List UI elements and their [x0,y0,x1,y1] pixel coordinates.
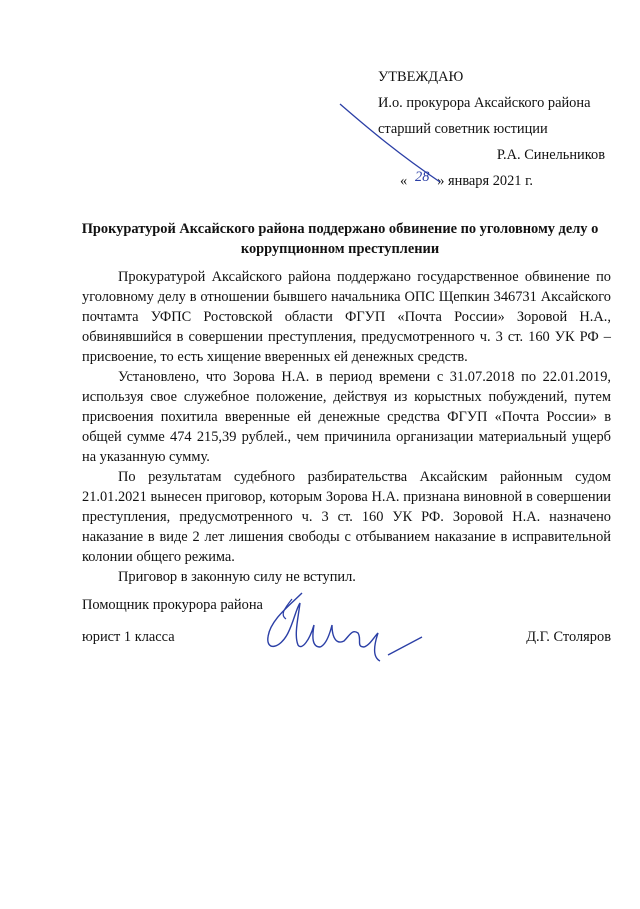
approval-signer: Р.А. Синельников [496,147,605,163]
approval-position-line2: старший советник юстиции [378,121,548,137]
date-day-handwritten: 28 [415,169,430,185]
approval-signature-stroke [330,100,450,190]
footer-position-line1: Помощник прокурора района [82,597,263,613]
body-paragraph-4: Приговор в законную силу не вступил. [118,569,356,585]
body-paragraph-3: По результатам судебного разбирательства Аксайским районным судом 21.01.2021 вынесен приговор, которым Зорова Н.А. признана виновной в совершении преступления, предусмотренного ч. 3 ст. 160 УК РФ. Зоровой Н.А. назначено наказание в виде 2 лет лишения свободы с отбыванием наказание в исправительной колонии общего режима. [82,469,611,565]
footer-signer: Д.Г. Столяров [526,629,611,645]
footer-position-line2: юрист 1 класса [82,629,175,645]
signature-path-main [268,593,380,661]
approval-stroke-path [340,104,440,182]
document-body [82,267,611,587]
document-title: Прокуратурой Аксайского района поддержано обвинение по уголовному делу о коррупционном преступлении [81,221,599,257]
signature-path-tail [388,637,422,655]
date-open-quote: « [400,173,408,189]
body-paragraph-1: Прокуратурой Аксайского района поддержано государственное обвинение по уголовному делу в отношении бывшего начальника ОПС Щепкин 346731 Аксайского почтамта УФПС Ростовской области ФГУП «Почта России» Зоровой Н.А., обвинявшийся в совершении преступления, предусмотренного ч. 3 ст. 160 УК РФ – присвоение, то есть хищение вверенных ей денежных средств. [82,269,611,365]
date-rest: » января 2021 г. [437,173,533,189]
approval-position-line1: И.о. прокурора Аксайского района [378,95,591,111]
footer-position [82,595,263,659]
handwritten-signature [240,585,430,670]
approval-heading: УТВЕЖДАЮ [378,69,464,85]
body-paragraph-2: Установлено, что Зорова Н.А. в период времени с 31.07.2018 по 22.01.2019, используя свое служебное положение, действуя из корыстных побуждений, путем присвоения похитила вверенные ей денежные средства ФГУП «Почта России» в общей сумме 474 215,39 рублей., чем причинила организации материальный ущерб на указанную сумму. [82,369,611,465]
signature-path-flourish [283,599,292,619]
